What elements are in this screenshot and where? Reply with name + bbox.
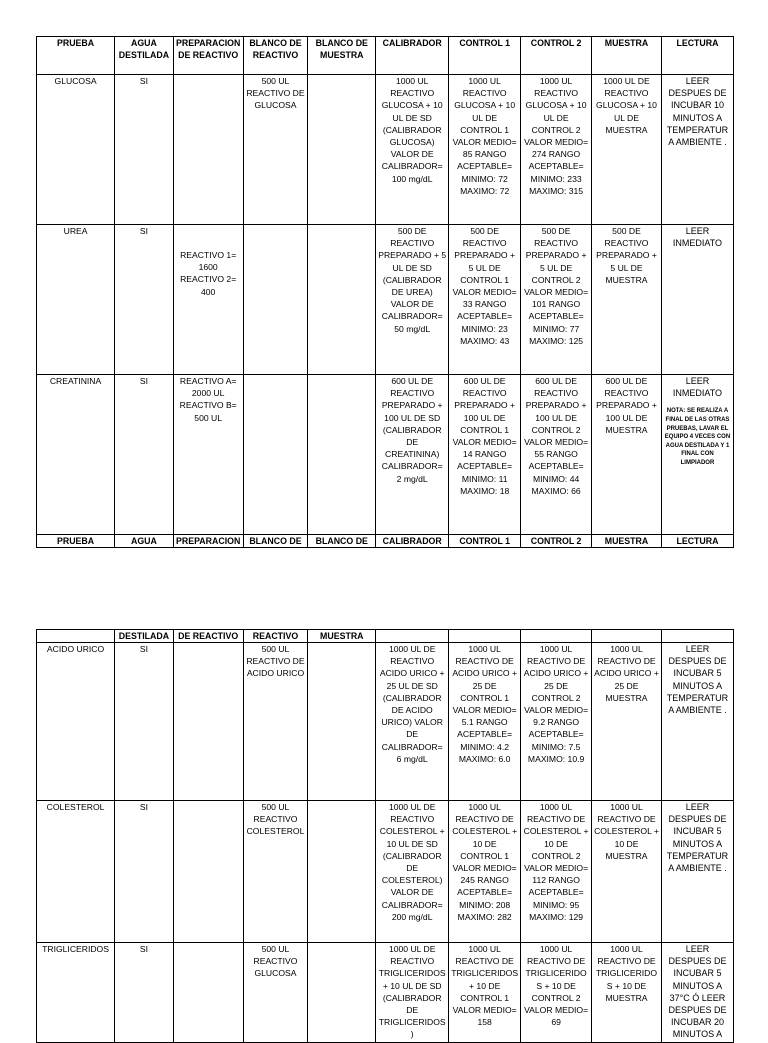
table-row-colesterol [37,801,734,943]
cell-prueba: GLUCOSA [37,75,115,225]
cell-prueba: ACIDO URICO [37,643,115,801]
header-control-2: CONTROL 2 [521,535,592,548]
table-row-trigliceridos [37,943,734,1043]
header-agua-destilada: AGUA [115,535,174,548]
cell-calibrador: 1000 UL REACTIVO GLUCOSA + 10 UL DE SD (CALIBRADOR GLUCOSA) VALOR DE CALIBRADOR= 100 mg/dL [376,75,449,225]
cell-control-1: 1000 UL REACTIVO DE COLESTEROL + 10 DE CONTROL 1 VALOR MEDIO= 245 RANGO ACEPTABLE= MINIMO: 208 MAXIMO: 282 [449,801,521,943]
cell-blanco-muestra [308,801,376,943]
header-prueba [37,630,115,643]
cell-muestra: 1000 UL DE REACTIVO GLUCOSA + 10 UL DE MUESTRA [592,75,662,225]
cell-control-2: 1000 UL REACTIVO DE TRIGLICERIDO S + 10 DE CONTROL 2 VALOR MEDIO= 69 [521,943,592,1043]
cell-control-1: 1000 UL REACTIVO GLUCOSA + 10 UL DE CONTROL 1 VALOR MEDIO= 85 RANGO ACEPTABLE= MINIMO: 72 MAXIMO: 72 [449,75,521,225]
header-control-1 [449,630,521,643]
header-calibrador: CALIBRADOR [376,37,449,75]
header-lectura: LECTURA [661,37,733,75]
header-preparacion: PREPARACION DE REACTIVO [173,37,243,75]
header-control-2 [521,630,592,643]
header-muestra: MUESTRA [592,535,662,548]
cell-blanco-reactivo: 500 UL REACTIVO GLUCOSA [243,943,308,1043]
header-prueba: PRUEBA [37,37,115,75]
header-row [37,37,734,75]
header-blanco-reactivo: REACTIVO [243,630,308,643]
cell-prueba: UREA [37,225,115,375]
cell-lectura: LEER DESPUES DE INCUBAR 5 MINUTOS A TEMPERATURA AMBIENTE . [661,643,733,801]
header-preparacion: PREPARACION [173,535,243,548]
creatinina-note: NOTA: SE REALIZA A FINAL DE LAS OTRAS PRUEBAS, LAVAR EL EQUIPO 4 VECES CON AGUA DESTILADA Y 1 FINAL CON LIMPIADOR [664,408,731,466]
cell-control-1: 1000 UL REACTIVO DE TRIGLICERIDOS + 10 DE CONTROL 1 VALOR MEDIO= 158 [449,943,521,1043]
cell-preparacion [173,225,243,375]
cell-blanco-muestra [308,375,376,535]
cell-control-2: 1000 UL REACTIVO GLUCOSA + 10 UL DE CONTROL 2 VALOR MEDIO= 274 RANGO ACEPTABLE= MINIMO: 233 MAXIMO: 315 [521,75,592,225]
cell-prueba: COLESTEROL [37,801,115,943]
cell-prueba: TRIGLICERIDOS [37,943,115,1043]
cell-prueba: CREATININA [37,375,115,535]
cell-calibrador: 1000 UL DE REACTIVO COLESTEROL + 10 UL DE SD (CALIBRADOR DE COLESTEROL) VALOR DE CALIBRADOR= 200 mg/dL [376,801,449,943]
header-control-1: CONTROL 1 [449,37,521,75]
cell-control-1: 1000 UL REACTIVO DE ACIDO URICO + 25 DE CONTROL 1 VALOR MEDIO= 5.1 RANGO ACEPTABLE= MINIMO: 4.2 MAXIMO: 6.0 [449,643,521,801]
cell-blanco-reactivo [243,225,308,375]
header-control-1: CONTROL 1 [449,535,521,548]
cell-lectura [661,375,733,535]
cell-control-2: 1000 UL REACTIVO DE COLESTEROL + 10 DE CONTROL 2 VALOR MEDIO= 112 RANGO ACEPTABLE= MINIMO: 95 MAXIMO: 129 [521,801,592,943]
table-row-urea [37,225,734,375]
cell-preparacion [173,75,243,225]
cell-blanco-muestra [308,943,376,1043]
cell-lectura: LEER DESPUES DE INCUBAR 5 MINUTOS A 37°C Ó LEER DESPUES DE INCUBAR 20 MINUTOS A [661,943,733,1043]
cell-lectura-text: LEER INMEDIATO [672,376,723,399]
cell-blanco-reactivo [243,375,308,535]
header-calibrador: CALIBRADOR [376,535,449,548]
cell-blanco-reactivo: 500 UL REACTIVO DE GLUCOSA [243,75,308,225]
cell-muestra: 500 DE REACTIVO PREPARADO + 5 UL DE MUESTRA [592,225,662,375]
cell-blanco-muestra [308,225,376,375]
header-muestra: MUESTRA [592,37,662,75]
cell-blanco-muestra [308,643,376,801]
cell-blanco-muestra [308,75,376,225]
cell-muestra: 1000 UL REACTIVO DE COLESTEROL + 10 DE MUESTRA [592,801,662,943]
header-agua-destilada: AGUA DESTILADA [115,37,174,75]
header-prueba: PRUEBA [37,535,115,548]
cell-agua: SI [115,801,174,943]
cell-muestra: 1000 UL REACTIVO DE TRIGLICERIDOS + 10 DE MUESTRA [592,943,662,1043]
lab-procedures-table-page-1 [36,36,734,548]
cell-agua: SI [115,943,174,1043]
cell-lectura: LEER DESPUES DE INCUBAR 5 MINUTOS A TEMPERATURA AMBIENTE . [661,801,733,943]
table-row-glucosa [37,75,734,225]
repeated-header-row-cut [37,535,734,548]
cell-lectura: LEER DESPUES DE INCUBAR 10 MINUTOS A TEMPERATURA AMBIENTE . [661,75,733,225]
header-muestra [592,630,662,643]
cell-control-1: 500 DE REACTIVO PREPARADO + 5 UL DE CONTROL 1 VALOR MEDIO= 33 RANGO ACEPTABLE= MINIMO: 23 MAXIMO: 43 [449,225,521,375]
cell-preparacion-text: REACTIVO 1= 1600 REACTIVO 2= 400 [180,250,237,297]
cell-control-2: 1000 UL REACTIVO DE ACIDO URICO + 25 DE CONTROL 2 VALOR MEDIO= 9.2 RANGO ACEPTABLE= MINIMO: 7.5 MAXIMO: 10.9 [521,643,592,801]
header-blanco-reactivo: BLANCO DE [243,535,308,548]
header-blanco-muestra: BLANCO DE MUESTRA [308,37,376,75]
cell-calibrador: 1000 UL DE REACTIVO ACIDO URICO + 25 UL DE SD (CALIBRADOR DE ACIDO URICO) VALOR DE CALIBRADOR= 6 mg/dL [376,643,449,801]
cell-calibrador: 1000 UL DE REACTIVO TRIGLICERIDOS + 10 UL DE SD (CALIBRADOR DE TRIGLICERIDOS) [376,943,449,1043]
table-row-acido-urico [37,643,734,801]
cell-blanco-reactivo: 500 UL REACTIVO COLESTEROL [243,801,308,943]
cell-preparacion: REACTIVO A= 2000 UL REACTIVO B= 500 UL [173,375,243,535]
cell-calibrador: 600 UL DE REACTIVO PREPARADO + 100 UL DE SD (CALIBRADOR DE CREATININA) CALIBRADOR= 2 mg/dL [376,375,449,535]
cell-control-2: 500 DE REACTIVO PREPARADO + 5 UL DE CONTROL 2 VALOR MEDIO= 101 RANGO ACEPTABLE= MINIMO: 77 MAXIMO: 125 [521,225,592,375]
cell-preparacion [173,643,243,801]
table-row-creatinina [37,375,734,535]
cell-control-1: 600 UL DE REACTIVO PREPARADO + 100 UL DE CONTROL 1 VALOR MEDIO= 14 RANGO ACEPTABLE= MINIMO: 11 MAXIMO: 18 [449,375,521,535]
header-control-2: CONTROL 2 [521,37,592,75]
cell-agua: SI [115,225,174,375]
header-blanco-reactivo: BLANCO DE REACTIVO [243,37,308,75]
cell-preparacion [173,943,243,1043]
cell-control-2: 600 UL DE REACTIVO PREPARADO + 100 UL DE CONTROL 2 VALOR MEDIO= 55 RANGO ACEPTABLE= MINIMO: 44 MAXIMO: 66 [521,375,592,535]
cell-blanco-reactivo: 500 UL REACTIVO DE ACIDO URICO [243,643,308,801]
cell-lectura: LEER INMEDIATO [661,225,733,375]
cell-calibrador: 500 DE REACTIVO PREPARADO + 5 UL DE SD (CALIBRADOR DE UREA) VALOR DE CALIBRADOR= 50 mg/dL [376,225,449,375]
header-lectura: LECTURA [661,535,733,548]
cell-agua: SI [115,375,174,535]
header-blanco-muestra: MUESTRA [308,630,376,643]
header-lectura [661,630,733,643]
header-calibrador [376,630,449,643]
lab-procedures-table-page-2 [36,629,734,1043]
cell-preparacion [173,801,243,943]
header-preparacion: DE REACTIVO [173,630,243,643]
cell-agua: SI [115,75,174,225]
header-agua-destilada: DESTILADA [115,630,174,643]
header-row-cut [37,630,734,643]
cell-agua: SI [115,643,174,801]
header-blanco-muestra: BLANCO DE [308,535,376,548]
cell-muestra: 1000 UL REACTIVO DE ACIDO URICO + 25 DE MUESTRA [592,643,662,801]
cell-muestra: 600 UL DE REACTIVO PREPARADO + 100 UL DE MUESTRA [592,375,662,535]
